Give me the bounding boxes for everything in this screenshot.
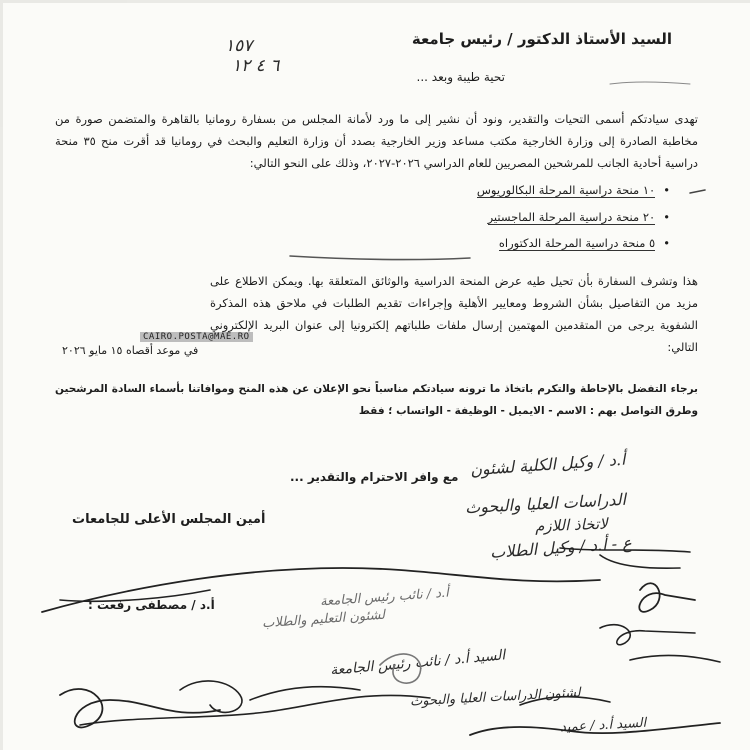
- handwritten-note: السيد أ.د / عميد: [559, 715, 647, 736]
- list-item: •٥ منحة دراسية المرحلة الدكتوراه: [498, 236, 670, 250]
- reference-date: ٦ ٤ ١٢: [232, 56, 280, 76]
- handwritten-referral: لاتخاذ اللازم: [534, 514, 608, 536]
- paragraph-details: هذا وتشرف السفارة بأن تحيل طيه عرض المنحة الدراسية والوثائق المتعلقة بها. ويمكن الاطلاع على مزيد من التفاصيل بشأن الشروط ومعايير الأهلية وإجراءات تقديم الطلبات في ملاحق هذه المذكرة الشفوية يرجى من المتقدمين المهتمين إرسال ملفات طلباتهم إلكترونيا إلى عنوان البريد الإلكتروني التالي:: [210, 274, 698, 354]
- handwritten-referral: الدراسات العليا والبحوث: [464, 489, 627, 518]
- closing: مع وافر الاحترام والتقدير ...: [290, 470, 459, 484]
- reference-number: ١٥٧: [225, 36, 253, 56]
- greeting: تحية طيبة وبعد ...: [416, 70, 505, 84]
- handwritten-note: أ.د / نائب رئيس الجامعة: [319, 585, 450, 610]
- handwritten-note: لشئون الدراسات العليا والبحوث: [409, 685, 581, 710]
- signature-name: أ.د / مصطفى رفعت :: [88, 598, 215, 612]
- bullet-icon: •: [663, 236, 670, 250]
- bullet-icon: •: [663, 183, 670, 197]
- deadline: في موعد أقصاه ١٥ مايو ٢٠٢٦: [62, 344, 199, 357]
- email-address: CAIRO.POSTA@MAE.RO: [140, 324, 253, 343]
- list-item: •٢٠ منحة دراسية المرحلة الماجستير: [487, 210, 670, 224]
- signature-title: أمين المجلس الأعلى للجامعات: [72, 512, 266, 527]
- handwritten-referral: أ.د / وكيل الكلية لشئون: [469, 449, 627, 480]
- handwritten-referral: ع - أ.د / وكيل الطلاب: [489, 533, 633, 562]
- paragraph-request: برجاء التفضل بالإحاطة والتكرم باتخاذ ما ترونه سيادتكم مناسباً نحو الإعلان عن هذه المنح وموافاتنا بأسماء السادة المرشحين وطرق التواصل بهم : الاسم - الايميل - الوظيفة - الواتساب ؛ فقط: [55, 383, 698, 417]
- paragraph-intro: تهدى سيادتكم أسمى التحيات والتقدير، ونود أن نشير إلى ما ورد لأمانة المجلس من بسفارة رومانيا بالقاهرة والمتضمن صورة من مخاطبة الصادرة إلى وزارة الخارجية مكتب مساعد وزير الخارجية بصدد أن وزارة التعليم والبحث في رومانيا قد أقرت منح ٣٥ منحة دراسية أحادية الجانب للمرشحين المصريين للعام الدراسي ٢٠٢٦-٢٠٢٧، وذلك على النحو التالي:: [55, 112, 699, 170]
- handwritten-note: لشئون التعليم والطلاب: [261, 607, 386, 632]
- letter-heading: السيد الأستاذ الدكتور / رئيس جامعة: [411, 30, 672, 48]
- bullet-icon: •: [663, 210, 670, 224]
- list-item: •١٠ منحة دراسية المرحلة البكالوريوس: [476, 183, 670, 197]
- handwritten-note: السيد أ.د / نائب رئيس الجامعة: [329, 647, 506, 679]
